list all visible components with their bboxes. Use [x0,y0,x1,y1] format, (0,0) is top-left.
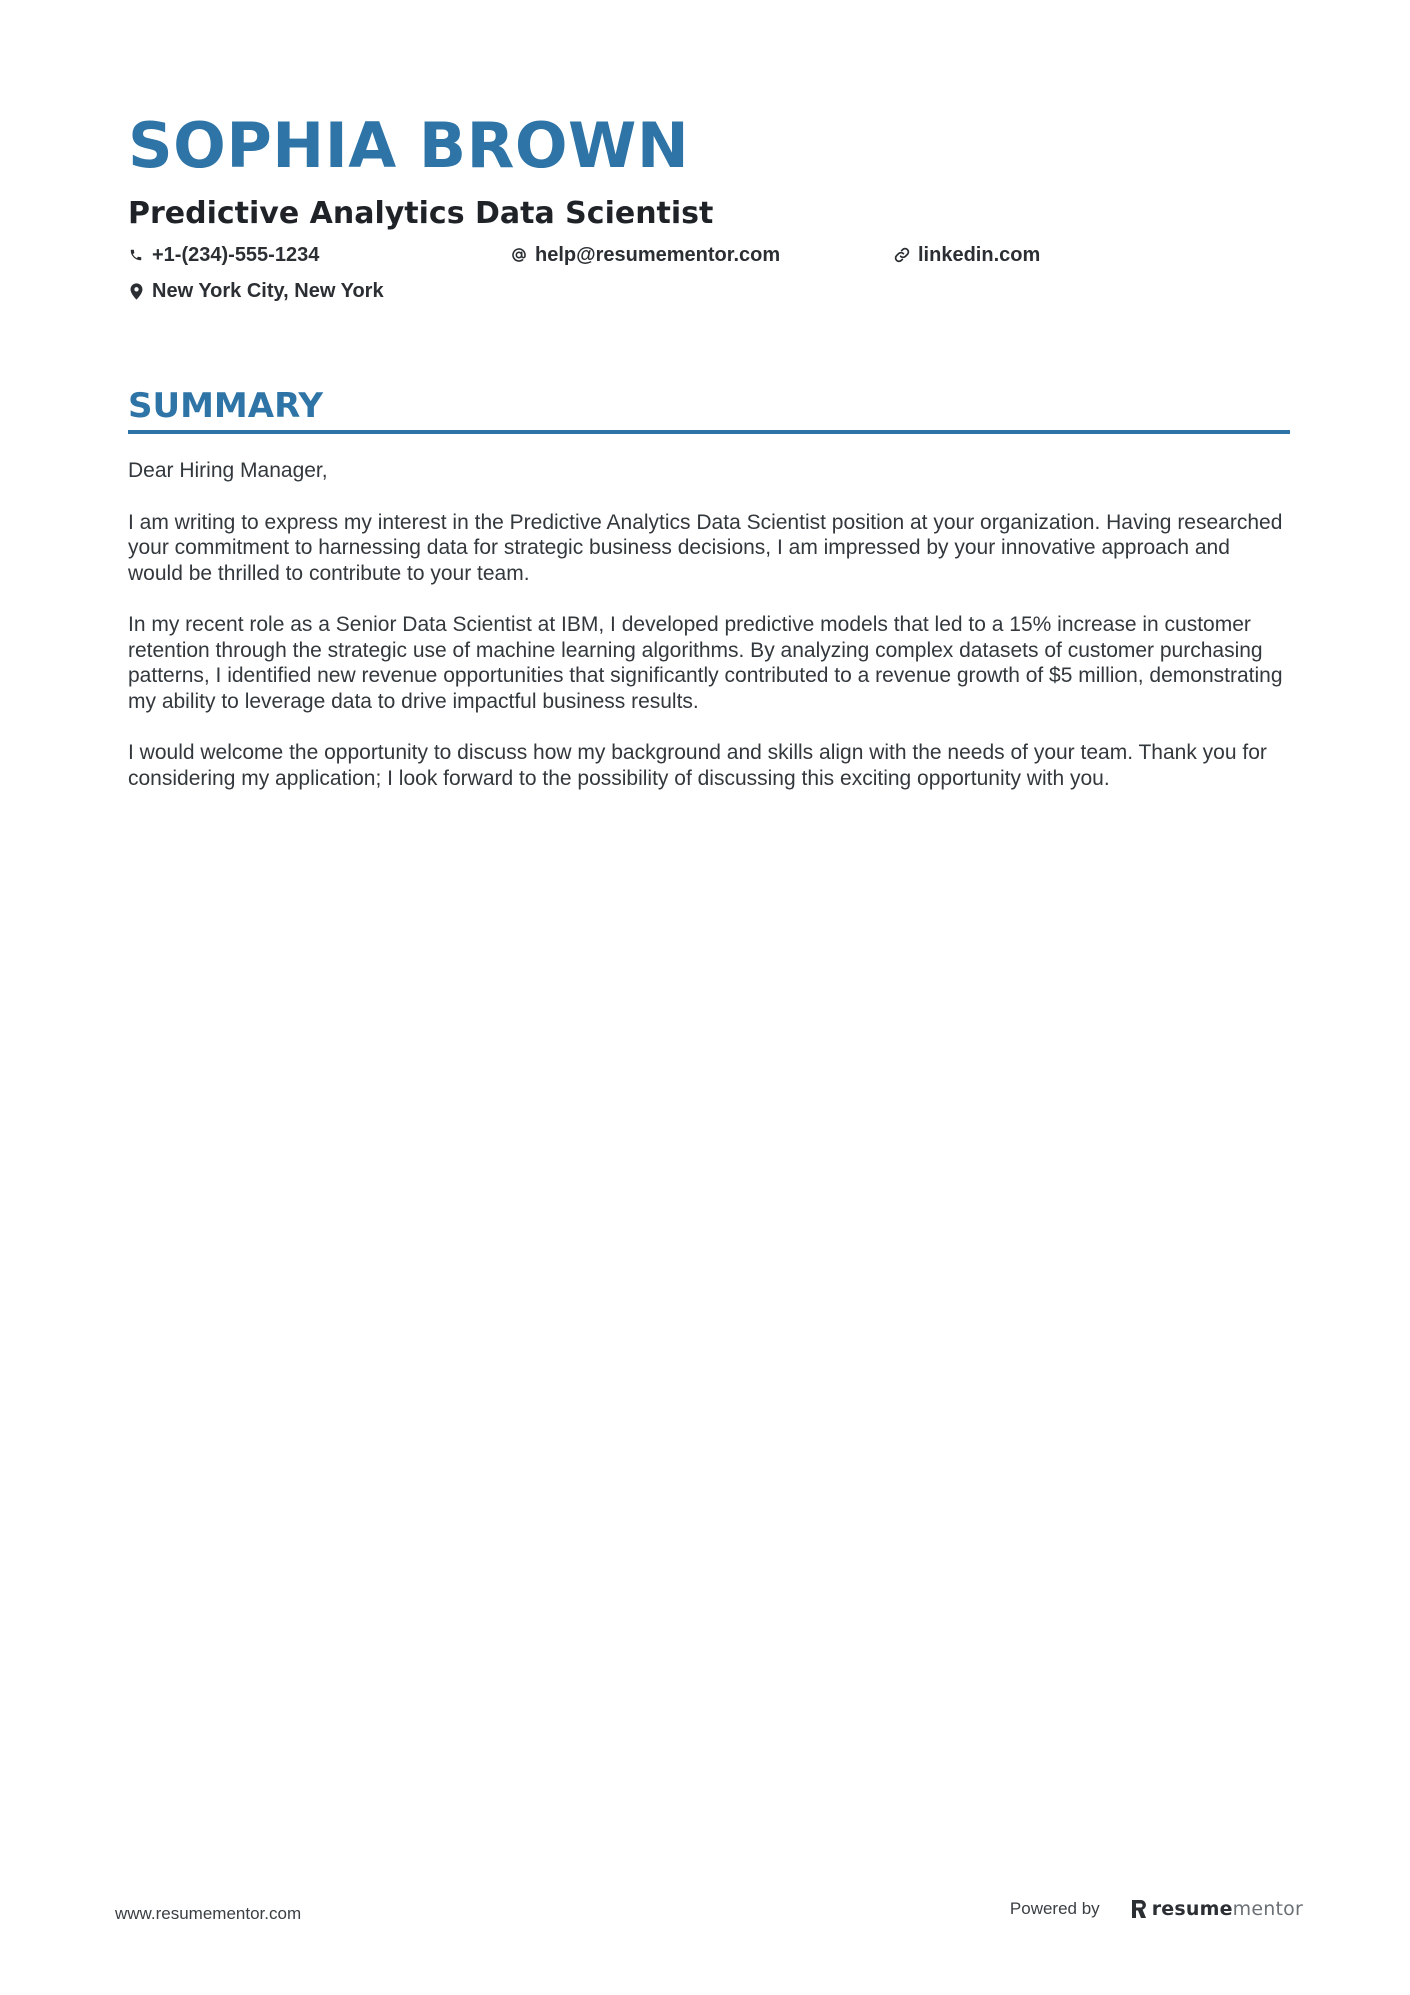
section-divider [128,430,1290,434]
link-icon [894,246,910,264]
summary-heading: SUMMARY [128,386,324,426]
map-pin-icon [128,282,144,300]
job-title: Predictive Analytics Data Scientist [128,196,714,231]
letter-salutation: Dear Hiring Manager, [128,459,328,482]
contact-phone [128,242,511,268]
brand-mark-icon [1130,1898,1148,1920]
brand-wordmark [1152,1897,1303,1921]
contact-linkedin [894,242,1277,268]
brand-light: mentor [1232,1898,1303,1920]
contact-email [511,242,894,268]
page-footer [115,1893,1303,1933]
letter-paragraph: I am writing to express my interest in the Predictive Analytics Data Scientist position at your organization. Having researched your commitment to harnessing data for strategic business decisions, I am impressed by your innovative approach and would be thrilled to contribute to your team. [128,510,1283,585]
phone-icon [128,246,144,264]
email-link[interactable]: help@resumementor.com [535,244,781,266]
footer-website-link[interactable]: www.resumementor.com [115,1904,302,1923]
powered-by [1010,1897,1303,1921]
location-text: New York City, New York [152,280,384,302]
resume-page [128,108,1290,817]
brand-strong: resume [1151,1898,1233,1920]
contact-info [128,242,1290,304]
letter-paragraph: In my recent role as a Senior Data Scientist at IBM, I developed predictive models that led to a 15% increase in customer retention through the strategic use of machine learning algorithms. By analyzing complex datasets of customer purchasing patterns, I identified new revenue opportunities that significantly contributed to a revenue growth of $5 million, demonstrating my ability to leverage data to drive impactful business results. [128,613,1283,713]
letter-paragraph: I would welcome the opportunity to discuss how my background and skills align with the needs of your team. Thank you for considering my application; I look forward to the possibility of discussing this exciting opportunity with you. [128,741,1267,790]
at-icon [511,246,527,264]
cover-letter-body [128,458,1290,791]
candidate-name: SOPHIA BROWN [128,109,690,182]
summary-section [128,386,1290,791]
linkedin-link[interactable]: linkedin.com [918,244,1041,266]
powered-by-label: Powered by [1009,1899,1100,1918]
phone-text: +1-(234)-555-1234 [152,244,320,266]
contact-location [128,278,511,304]
brand-logo[interactable] [1130,1897,1303,1921]
